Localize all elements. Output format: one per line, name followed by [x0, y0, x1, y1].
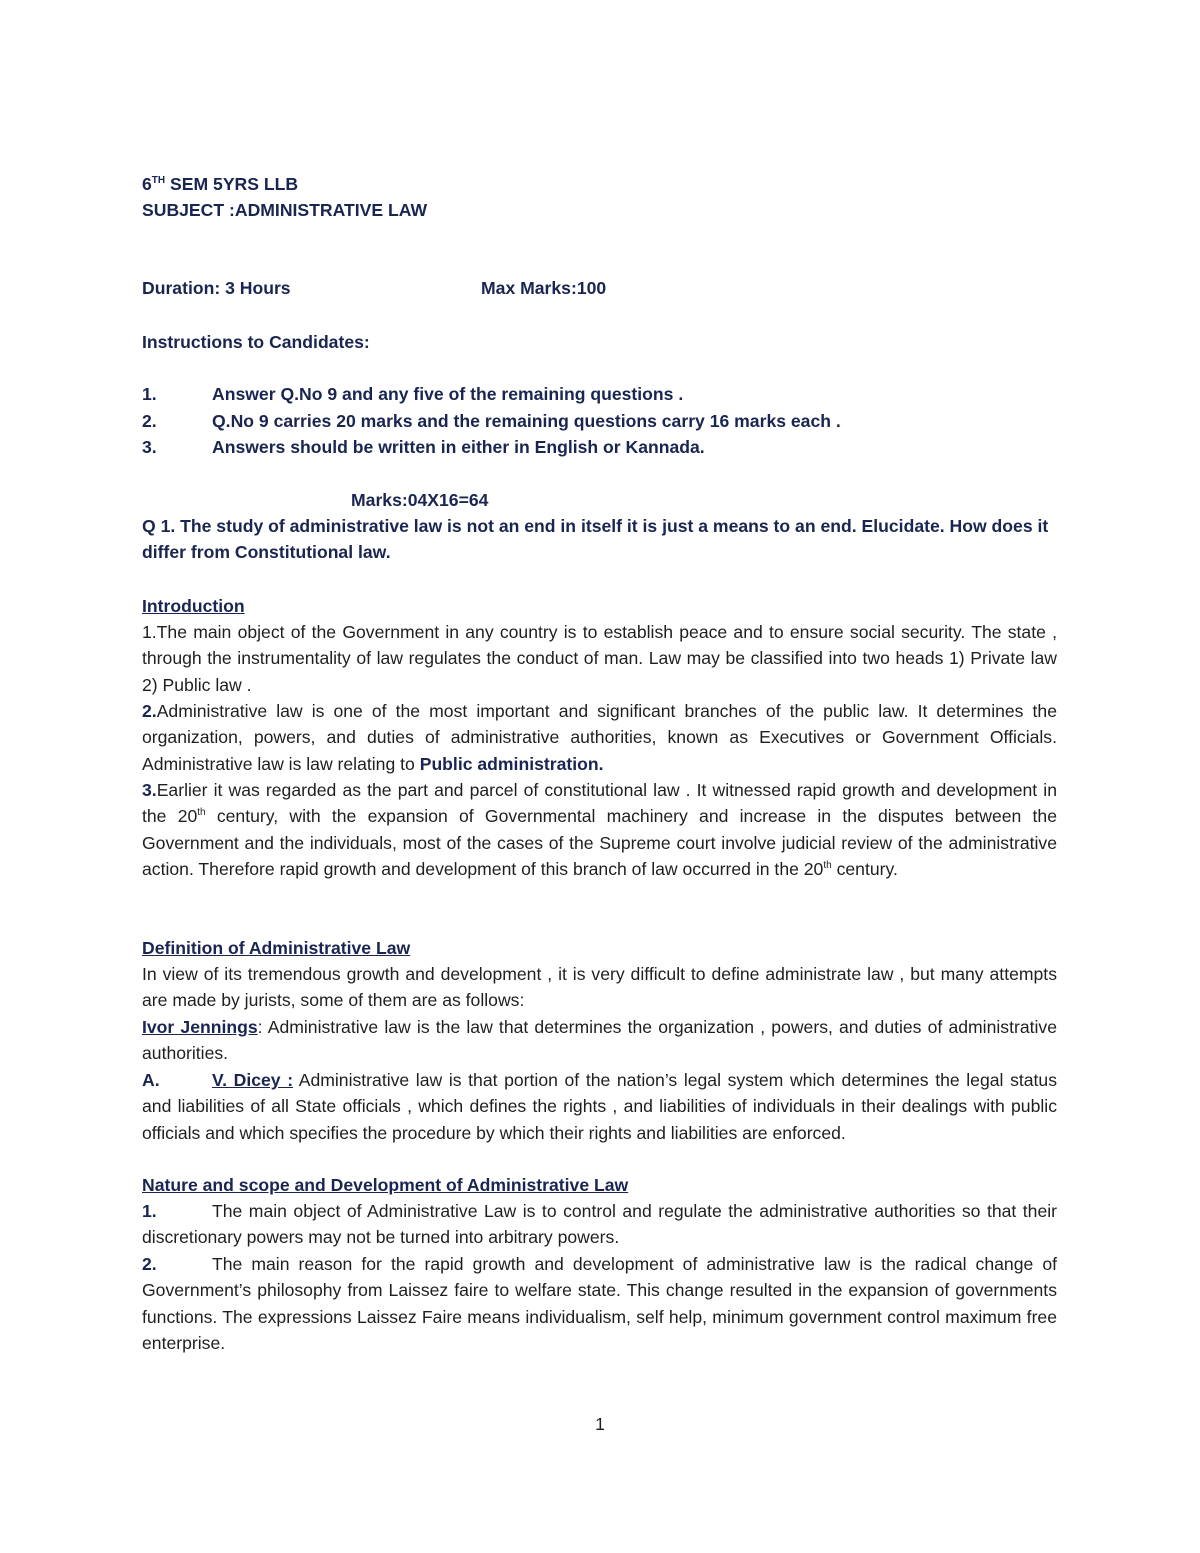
paragraph-text: century, with the expansion of Governmental machinery and increase in the disputes between the Government and the individuals, most of the cases of the Supreme court involve judicial review of the administrative action. Therefore rapid growth and development of this branch of law occurred in the 20	[142, 806, 1057, 879]
jennings-definition	[142, 1014, 1057, 1067]
definition-text: : Administrative law is the law that determines the organization , powers, and duties of administrative authorities.	[142, 1017, 1057, 1064]
definition-text: Administrative law is that portion of the nation’s legal system which determines the legal status and liabilities of all State officials , which defines the rights , and liabilities of individuals in their dealings with public officials and which specifies the procedure by which their rights and liabilities are enforced.	[142, 1070, 1058, 1143]
instruction-item	[142, 434, 705, 460]
instructions-title: Instructions to Candidates:	[142, 332, 370, 352]
intro-paragraph-1: 1.The main object of the Government in any country is to establish peace and to ensure social security. The state , through the instrumentality of law regulates the conduct of man. Law may be classified into two heads 1) Private law 2) Public law .	[142, 622, 1057, 695]
introduction-heading: Introduction	[142, 596, 245, 616]
list-text: The main reason for the rapid growth and development of administrative law is the radical change of Government’s philosophy from Laissez faire to welfare state. This change resulted in the expansion of governments functions. The expressions Laissez Faire means individualism, self help, minimum government control maximum free enterprise.	[142, 1254, 1057, 1353]
instruction-number: 3.	[142, 437, 157, 457]
nature-item-1	[142, 1198, 1057, 1251]
question-text: Q 1. The study of administrative law is not an end in itself it is just a means to an end. Elucidate. How does it differ from Constitutional law.	[142, 516, 1049, 563]
list-number: 1.	[142, 1201, 157, 1221]
nature-item-2	[142, 1251, 1057, 1356]
dicey-definition	[142, 1067, 1057, 1146]
subject-line: SUBJECT :ADMINISTRATIVE LAW	[142, 200, 428, 220]
list-text: The main object of Administrative Law is to control and regulate the administrative authorities so that their discretionary powers may not be turned into arbitrary powers.	[142, 1201, 1057, 1248]
intro-paragraph-2	[142, 698, 1057, 777]
instruction-number: 1.	[142, 384, 157, 404]
page-number: 1	[595, 1414, 605, 1434]
semester-number: 6	[142, 174, 152, 194]
bold-phrase: Public administration.	[419, 753, 604, 774]
list-number: 2.	[142, 1254, 157, 1274]
instruction-text: Q.No 9 carries 20 marks and the remaining questions carry 16 marks each .	[212, 411, 841, 431]
definition-intro: In view of its tremendous growth and development , it is very difficult to define administrate law , but many attempts are made by jurists, some of them are as follows:	[142, 964, 1057, 1011]
semester-line	[142, 171, 298, 197]
intro-paragraph-3	[142, 777, 1057, 882]
jurist-name: Ivor Jennings	[142, 1017, 258, 1037]
instruction-text: Answer Q.No 9 and any five of the remaining questions .	[212, 384, 684, 404]
instruction-text: Answers should be written in either in English or Kannada.	[212, 437, 705, 457]
instruction-item	[142, 408, 841, 434]
nature-heading: Nature and scope and Development of Administrative Law	[142, 1175, 629, 1195]
definition-heading: Definition of Administrative Law	[142, 938, 411, 958]
list-marker: A.	[142, 1070, 160, 1090]
paragraph-number: 2.	[142, 701, 157, 721]
paragraph-number: 3.	[142, 780, 157, 800]
superscript: th	[197, 807, 206, 819]
paragraph-text: Administrative law is one of the most important and significant branches of the public law. It determines the organization, powers, and duties of administrative authorities, known as Executives or Government Officials. Administrative law is law relating to	[142, 701, 1057, 774]
instruction-item	[142, 381, 683, 407]
paragraph-text: century.	[831, 858, 898, 879]
semester-text: SEM 5YRS LLB	[165, 174, 299, 194]
jurist-name: V. Dicey :	[212, 1070, 294, 1090]
marks-scheme: Marks:04X16=64	[351, 490, 489, 510]
superscript: th	[823, 859, 832, 871]
instruction-number: 2.	[142, 411, 157, 431]
duration-label: Duration: 3 Hours	[142, 278, 291, 298]
paragraph-text: Earlier it was regarded as the part and parcel of constitutional law . It witnessed rapid growth and development in the 20	[142, 780, 1057, 827]
max-marks-label: Max Marks:100	[481, 278, 607, 298]
semester-superscript: TH	[151, 175, 166, 186]
